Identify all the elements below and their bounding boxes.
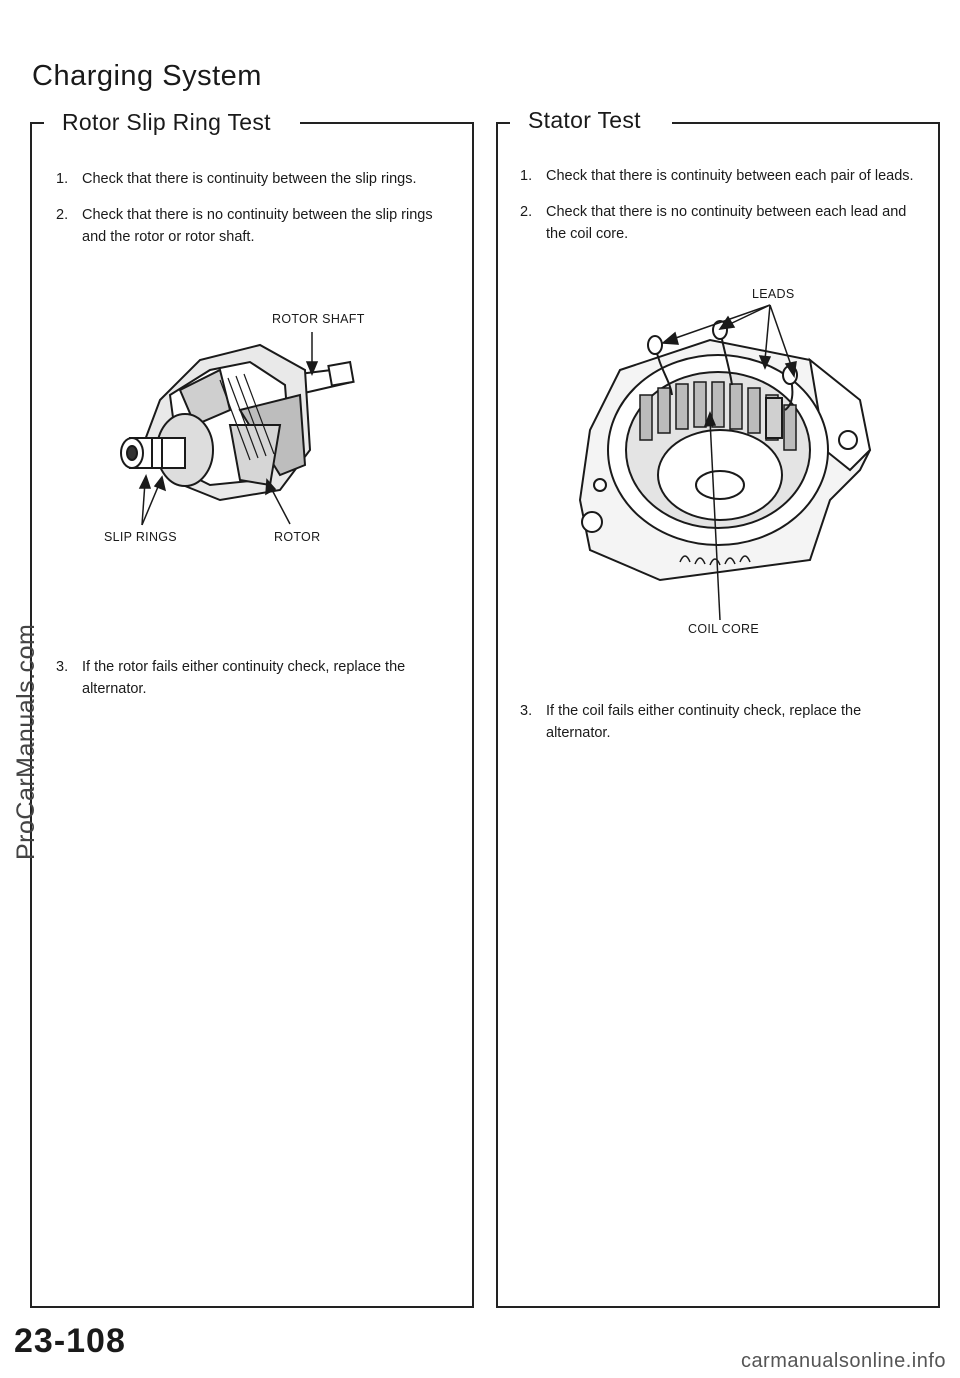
- leads-label: LEADS: [752, 287, 795, 301]
- stator-frame-top-left: [496, 122, 510, 124]
- rotor-frame-top-right: [300, 122, 472, 124]
- stator-steps-bottom: [520, 700, 920, 758]
- stator-leader-lines: [560, 280, 880, 640]
- page-number: 23-108: [14, 1322, 126, 1360]
- rotor-section-title: Rotor Slip Ring Test: [54, 109, 279, 136]
- list-item: 2. Check that there is no continuity between the slip rings and the rotor or rotor shaft.: [56, 207, 433, 245]
- rotor-shaft-label: ROTOR SHAFT: [272, 312, 365, 326]
- list-item: 1. Check that there is continuity between the slip rings.: [56, 171, 417, 187]
- rotor-label: ROTOR: [274, 530, 321, 544]
- rotor-frame-top-left: [30, 122, 44, 124]
- page-title: Charging System: [32, 60, 262, 92]
- list-item: 3. If the rotor fails either continuity check, replace the alternator.: [56, 659, 406, 697]
- rotor-leader-lines: [100, 300, 400, 550]
- coil-core-label: COIL CORE: [688, 622, 759, 636]
- stator-section-title: Stator Test: [520, 107, 649, 134]
- list-item: 2. Check that there is no continuity between each lead and the coil core.: [520, 204, 907, 242]
- list-item: 3. If the coil fails either continuity check, replace the alternator.: [520, 703, 862, 741]
- rotor-steps-bottom: [56, 656, 454, 714]
- list-item: 1. Check that there is continuity between each pair of leads.: [520, 168, 914, 184]
- watermark-text: ProCarManuals.com: [12, 623, 40, 860]
- stator-frame-top-right: [672, 122, 938, 124]
- rotor-steps-top: [56, 168, 454, 262]
- slip-rings-label: SLIP RINGS: [104, 530, 177, 544]
- stator-steps-top: [520, 165, 920, 259]
- footer-site-text: carmanualsonline.info: [740, 1350, 946, 1372]
